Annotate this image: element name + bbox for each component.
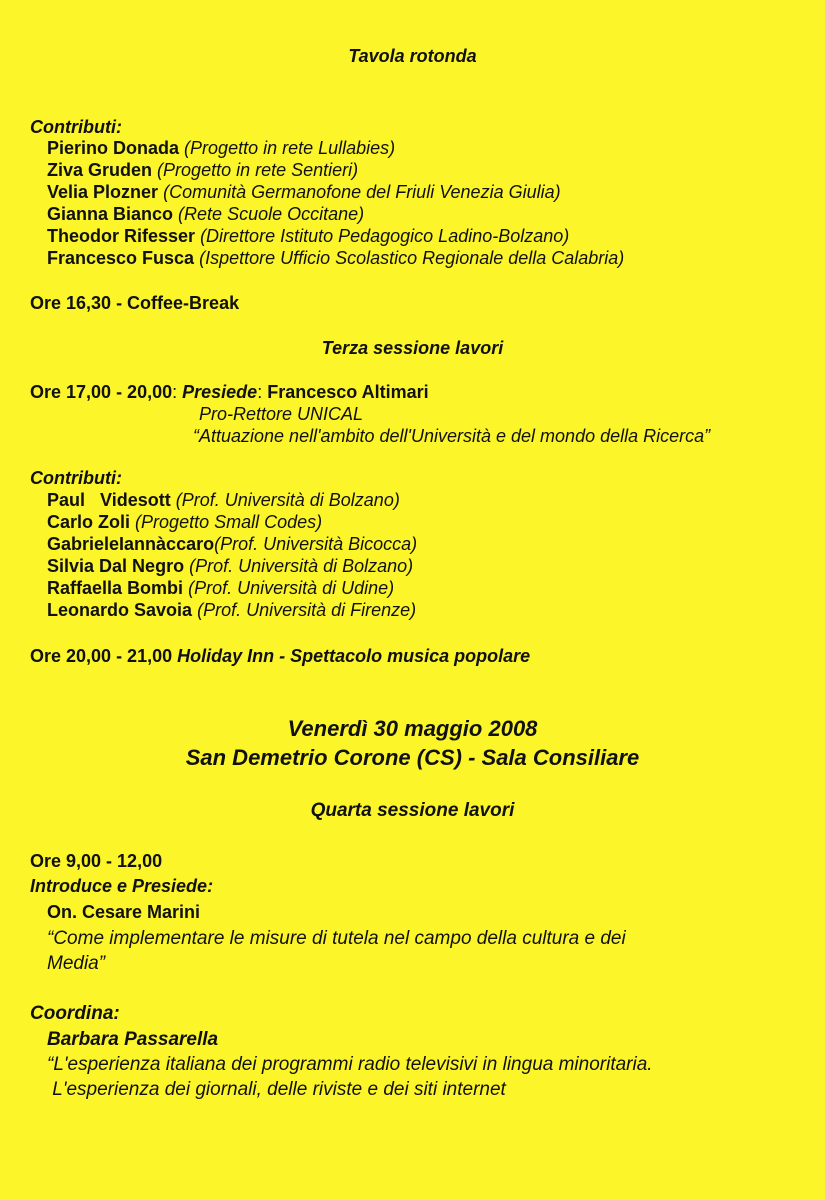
speaker-affiliation: (Progetto in rete Sentieri)	[157, 160, 359, 180]
session4-time: Ore 9,00 - 12,00	[30, 851, 163, 871]
session3-time: Ore 17,00 - 20,00	[30, 382, 173, 402]
round-table-title: Tavola rotonda	[348, 46, 477, 66]
list-item	[47, 137, 395, 159]
speaker-last-name: Zoli	[98, 512, 131, 532]
evening-event	[30, 645, 530, 667]
coord-label: Coordina:	[30, 1003, 120, 1024]
speaker-last-name: Iannàccaro	[119, 534, 215, 554]
intro-name: On. Cesare Marini	[47, 902, 201, 922]
speaker-affiliation: (Ispettore Ufficio Scolastico Regionale della Calabria)	[199, 248, 625, 268]
speaker-affiliation: (Rete Scuole Occitane)	[178, 204, 365, 224]
speaker-affiliation: (Direttore Istituto Pedagogico Ladino-Bolzano)	[200, 226, 570, 246]
speaker-first-name: Paul	[47, 490, 86, 510]
contributions-heading: Contributi:	[30, 468, 122, 488]
list-item	[47, 225, 569, 247]
speaker-last-name: Bombi	[127, 578, 184, 598]
session4-theme-line2: Media”	[47, 953, 106, 974]
speaker-first-name: Carlo	[47, 512, 94, 532]
speaker-affiliation: (Progetto Small Codes)	[135, 512, 323, 532]
day2-place: San Demetrio Corone (CS) - Sala Consiliare	[185, 745, 640, 770]
chair-name: Francesco Altimari	[267, 382, 429, 402]
session4-theme-line1: “Come implementare le misure di tutela nel campo della cultura e dei	[47, 928, 626, 949]
coord-text-line2: L'esperienza dei giornali, delle riviste e dei siti internet	[47, 1079, 506, 1100]
coord-name: Barbara Passarella	[47, 1029, 219, 1050]
speaker-first-name: Gabriele	[47, 534, 120, 554]
speaker-affiliation: (Prof. Università di Udine)	[188, 578, 395, 598]
session3-schedule: Ore 17,00 - 20,00: Presiede: Francesco Altimari	[30, 382, 429, 402]
list-item	[47, 489, 400, 511]
list-item	[47, 577, 394, 599]
coffee-break: Ore 16,30 - Coffee-Break	[30, 293, 240, 313]
speaker-last-name: Savoia	[134, 600, 193, 620]
intro-label: Introduce e Presiede:	[30, 876, 214, 896]
speaker-first-name: Leonardo	[47, 600, 130, 620]
speaker-affiliation: (Progetto in rete Lullabies)	[184, 138, 396, 158]
session3-theme: “Attuazione nell'ambito dell'Università e del mondo della Ricerca”	[193, 426, 711, 446]
list-item	[47, 599, 416, 621]
speaker-name: Velia Plozner	[47, 182, 159, 202]
speaker-affiliation: (Prof. Università di Bolzano)	[189, 556, 414, 576]
speaker-last-name: Videsott	[100, 490, 171, 510]
contributions-heading: Contributi:	[30, 117, 122, 137]
session4-title: Quarta sessione lavori	[310, 800, 515, 821]
coord-text-line1: “L'esperienza italiana dei programmi radio televisivi in lingua minoritaria.	[47, 1054, 653, 1075]
speaker-first-name: Silvia	[47, 556, 95, 576]
list-item	[47, 203, 364, 225]
chair-label: Presiede	[182, 382, 258, 402]
list-item	[47, 533, 417, 555]
session3-title: Terza sessione lavori	[321, 338, 504, 358]
speaker-name: Ziva Gruden	[47, 160, 153, 180]
evening-event-name: Holiday Inn - Spettacolo musica popolare	[177, 646, 531, 666]
speaker-affiliation: (Prof. Università Bicocca)	[214, 534, 418, 554]
speaker-last-name: Dal Negro	[99, 556, 185, 576]
speaker-first-name: Raffaella	[47, 578, 123, 598]
speaker-affiliation: (Comunità Germanofone del Friuli Venezia Giulia)	[163, 182, 561, 202]
list-item	[47, 247, 624, 269]
speaker-name: Theodor Rifesser	[47, 226, 196, 246]
speaker-name: Gianna Bianco	[47, 204, 174, 224]
list-item	[47, 159, 358, 181]
speaker-affiliation: (Prof. Università di Bolzano)	[175, 490, 400, 510]
evening-time: Ore 20,00 - 21,00	[30, 646, 173, 666]
speaker-name: Pierino Donada	[47, 138, 180, 158]
list-item	[47, 511, 322, 533]
speaker-affiliation: (Prof. Università di Firenze)	[197, 600, 417, 620]
list-item	[47, 555, 413, 577]
day2-date: Venerdì 30 maggio 2008	[287, 716, 538, 741]
speaker-name: Francesco Fusca	[47, 248, 195, 268]
chair-role: Pro-Rettore UNICAL	[199, 404, 364, 424]
list-item	[47, 181, 561, 203]
